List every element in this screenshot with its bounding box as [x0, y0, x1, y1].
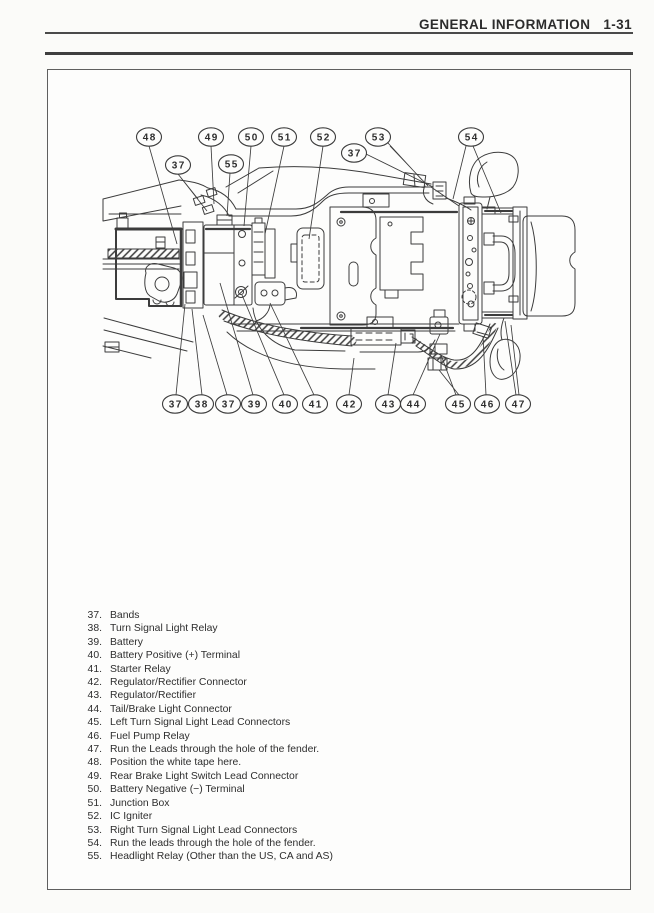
legend-item — [81, 636, 333, 649]
callout-number: 40 — [278, 399, 293, 411]
battery — [204, 225, 252, 305]
legend-item-label: Rear Brake Light Switch Lead Connector — [110, 770, 299, 782]
callout-53 — [366, 128, 391, 146]
callout-number: 37 — [347, 148, 362, 160]
wiring-routing-diagram — [48, 70, 632, 446]
callout-number: 48 — [142, 132, 157, 144]
callout-51 — [272, 128, 297, 146]
legend-item-label: IC Igniter — [110, 811, 153, 823]
legend-item-label: Tail/Brake Light Connector — [110, 703, 232, 715]
callout-48 — [137, 128, 162, 146]
legend-item — [81, 797, 333, 810]
callout-43 — [376, 395, 401, 413]
rear-plate — [509, 207, 527, 319]
legend-item-label: Battery Negative (−) Terminal — [110, 784, 245, 796]
legend-item — [81, 770, 333, 783]
callout-50 — [239, 128, 264, 146]
callout-52 — [311, 128, 336, 146]
legend-item-number: 53. — [87, 824, 102, 836]
legend-item-label: Starter Relay — [110, 663, 171, 675]
legend-item-label: Battery — [110, 636, 143, 648]
rear-rails — [482, 208, 513, 318]
legend-item-number: 54. — [87, 837, 102, 849]
callout-number: 55 — [224, 159, 239, 171]
legend-item-number: 51. — [87, 797, 102, 809]
legend-item-number: 41. — [87, 663, 102, 675]
legend-item-label: Right Turn Signal Light Lead Connectors — [110, 824, 298, 836]
callout-number: 43 — [381, 399, 396, 411]
callout-37-bottom-1 — [163, 395, 188, 413]
legend-item-number: 39. — [87, 636, 102, 648]
legend-item — [81, 622, 333, 635]
callout-38 — [189, 395, 214, 413]
legend-item — [81, 783, 333, 796]
legend-item-number: 55. — [87, 851, 102, 863]
callout-42 — [337, 395, 362, 413]
fender-bracket-plate — [459, 197, 482, 331]
ic-igniter — [291, 228, 324, 289]
legend-item-number: 40. — [87, 650, 102, 662]
legend-item-label: Run the Leads through the hole of the fender. — [110, 744, 320, 756]
center-bracket-plate — [330, 207, 376, 325]
rear-fender — [523, 216, 575, 316]
legend-item-number: 42. — [87, 677, 102, 689]
legend-item — [81, 850, 333, 863]
legend-item-number: 49. — [87, 770, 102, 782]
callout-number: 50 — [244, 132, 259, 144]
seat-base-plate — [380, 217, 423, 298]
legend-item — [81, 756, 333, 769]
turn-signal-top-right — [469, 152, 518, 214]
legend-item-number: 46. — [87, 730, 102, 742]
legend-item-number: 45. — [87, 717, 102, 729]
fender-hinge — [484, 233, 515, 294]
legend-item-label: Run the leads through the hole of the fender. — [110, 837, 316, 849]
callout-46 — [475, 395, 500, 413]
callout-number: 54 — [464, 132, 479, 144]
legend-item-number: 52. — [87, 811, 102, 823]
callout-39 — [242, 395, 267, 413]
legend-item — [81, 810, 333, 823]
legend-item-label: Headlight Relay (Other than the US, CA and AS) — [110, 851, 333, 863]
legend-item-label: Junction Box — [110, 797, 170, 809]
legend-item-number: 43. — [87, 690, 102, 702]
callout-number: 45 — [451, 399, 466, 411]
battery-bracket — [183, 222, 203, 308]
callout-number: 53 — [371, 132, 386, 144]
callout-55 — [219, 155, 244, 173]
legend-item-label: Fuel Pump Relay — [110, 730, 190, 742]
legend-item-number: 47. — [87, 744, 102, 756]
legend-item — [81, 716, 333, 729]
callout-45 — [446, 395, 471, 413]
legend-item — [81, 676, 333, 689]
figure-box — [47, 69, 631, 890]
callout-number: 46 — [480, 399, 495, 411]
legend-item — [81, 609, 333, 622]
legend-item-number: 38. — [87, 623, 102, 635]
header-section-title: GENERAL INFORMATION — [419, 17, 591, 32]
callout-number: 49 — [204, 132, 219, 144]
callout-41 — [303, 395, 328, 413]
callout-number: 39 — [247, 399, 262, 411]
legend-item-label: Regulator/Rectifier Connector — [110, 677, 247, 689]
callout-44 — [401, 395, 426, 413]
header-rule-top — [45, 32, 633, 34]
legend-item — [81, 824, 333, 837]
callout-number: 47 — [511, 399, 526, 411]
callout-number: 51 — [277, 132, 292, 144]
callout-number: 37 — [168, 399, 183, 411]
tail-brake-light-connector — [430, 310, 448, 334]
junction-box — [252, 218, 275, 278]
legend-item-number: 44. — [87, 703, 102, 715]
legend-item-number: 37. — [87, 610, 102, 621]
legend-item-label: Turn Signal Light Relay — [110, 623, 218, 635]
callout-47 — [506, 395, 531, 413]
swingarm-left — [103, 318, 193, 358]
legend-item-label: Battery Positive (+) Terminal — [110, 650, 241, 662]
legend-item-label: Left Turn Signal Light Lead Connectors — [110, 717, 291, 729]
callout-number: 42 — [342, 399, 357, 411]
legend-item-label: Position the white tape here. — [110, 757, 242, 769]
callout-37-top-left — [166, 156, 191, 174]
legend-item-label: Regulator/Rectifier — [110, 690, 197, 702]
callout-number: 37 — [221, 399, 236, 411]
callout-49 — [199, 128, 224, 146]
legend-item — [81, 730, 333, 743]
callout-number: 44 — [406, 399, 421, 411]
header-rule-bottom — [45, 52, 633, 55]
callout-number: 52 — [316, 132, 331, 144]
legend-item — [81, 743, 333, 756]
callout-40 — [273, 395, 298, 413]
callout-37-top-right — [342, 144, 367, 162]
callout-number: 38 — [194, 399, 209, 411]
page-header — [419, 17, 632, 32]
legend-list — [81, 609, 333, 864]
legend-item-number: 50. — [87, 784, 102, 796]
callout-54 — [459, 128, 484, 146]
legend-item — [81, 837, 333, 850]
callout-number: 41 — [308, 399, 323, 411]
legend-item — [81, 649, 333, 662]
legend-item — [81, 689, 333, 702]
legend-item-number: 48. — [87, 757, 102, 769]
header-page-number: 1-31 — [603, 17, 632, 32]
legend-item-label: Bands — [110, 610, 140, 621]
callout-37-bottom-2 — [216, 395, 241, 413]
callout-number: 37 — [171, 160, 186, 172]
legend-item — [81, 703, 333, 716]
legend-item — [81, 663, 333, 676]
